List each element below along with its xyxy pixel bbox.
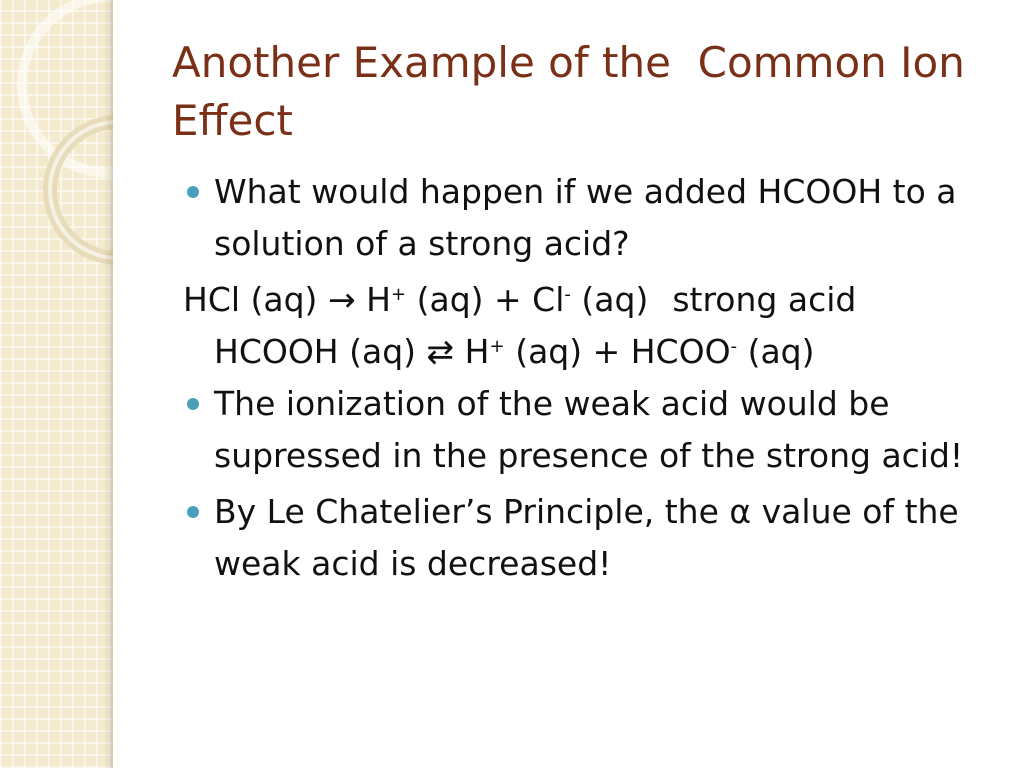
equation-product-mid: (aq) + Cl — [406, 280, 565, 319]
decorative-rings — [0, 0, 113, 768]
bullet-item-3 — [183, 486, 1013, 590]
equation-product-mid: (aq) + HCOO — [504, 332, 731, 371]
bullet-item-1 — [183, 166, 1013, 270]
right-arrow-icon: → — [327, 280, 356, 319]
bullet-text: What would happen if we added HCOOH to a solution of a strong acid? — [214, 172, 957, 263]
equation-product-end: (aq) — [570, 280, 649, 319]
equation-product-h: H — [355, 280, 391, 319]
bullet-item-2 — [183, 378, 1013, 482]
bullet-text-pre: By Le Chatelier’s Principle, the — [214, 492, 730, 531]
equation-reactant: HCOOH (aq) — [214, 332, 427, 371]
equation-product-end: (aq) — [737, 332, 815, 371]
slide-title: Another Example of the Common Ion Effect — [172, 38, 979, 145]
slide-body — [183, 166, 1013, 594]
equation-reactant: HCl (aq) — [183, 280, 328, 319]
bullet-dot-icon — [187, 398, 199, 410]
decorative-sidebar — [0, 0, 113, 768]
charge-superscript: + — [390, 284, 407, 306]
charge-superscript: - — [730, 336, 738, 358]
equation-weak-acid — [183, 326, 1013, 378]
bullet-dot-icon — [187, 186, 199, 198]
bullet-text: The ionization of the weak acid would be supressed in the presence of the strong acid! — [214, 384, 964, 475]
equation-note: strong acid — [672, 280, 857, 319]
charge-superscript: + — [489, 336, 505, 358]
sidebar-shadow — [104, 0, 113, 768]
equilibrium-arrow-icon: ⇄ — [426, 332, 455, 371]
equation-strong-acid — [183, 274, 1013, 326]
alpha-symbol: α — [729, 492, 752, 531]
bullet-dot-icon — [187, 506, 199, 518]
equation-product-h: H — [454, 332, 490, 371]
bullet-text-post: value of the weak acid is decreased! — [214, 492, 959, 583]
charge-superscript: - — [564, 284, 571, 306]
